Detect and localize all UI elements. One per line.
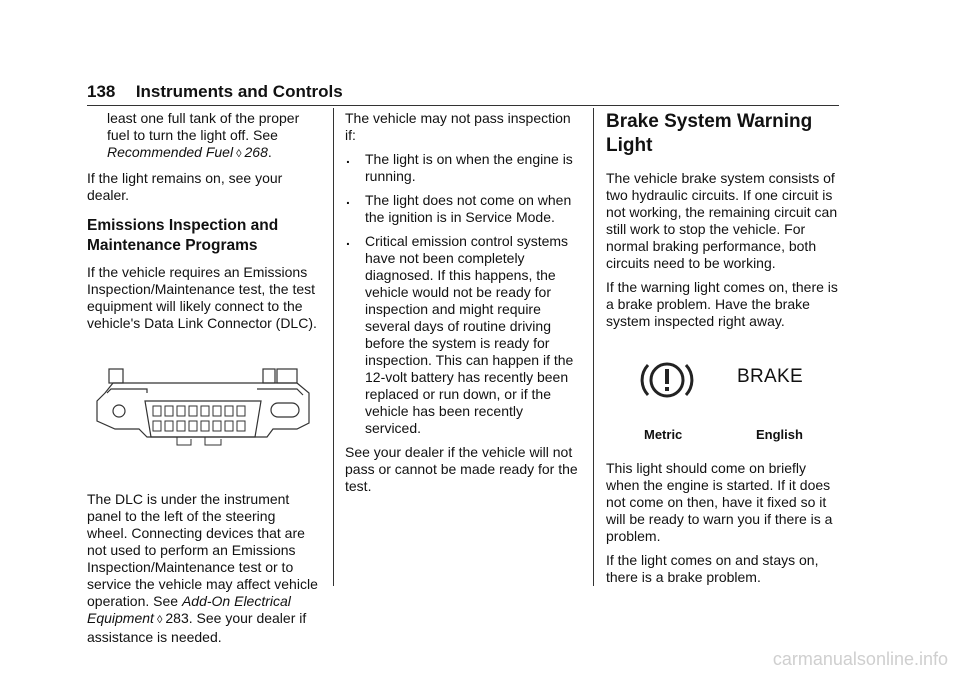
emissions-heading: Emissions Inspection and Maintenance Programs <box>87 217 279 254</box>
column-divider-2 <box>593 108 594 586</box>
list-item-text: Critical emission control systems have not been completely diagnosed. If this happens, the vehicle would not be ready for inspection and might require several days of routine driving before the system is ready for inspection. This can happen if the 12-volt battery has recently been replaced or run down, or if the vehicle has been recently serviced. <box>365 233 574 436</box>
recommended-fuel-link[interactable]: Recommended Fuel <box>107 144 234 160</box>
list-item <box>345 233 581 437</box>
dlc-location-text: The DLC is under the instrument panel to the left of the steering wheel. Connecting devices that are not used to perform an Emissions Inspection/Maintenance test or to service the vehicle may affect vehicle operation. See <box>87 491 318 609</box>
bullet-marker: . <box>346 232 350 248</box>
recommended-fuel-page[interactable]: 268 <box>244 144 268 160</box>
page-header <box>87 82 839 102</box>
inspection-fail-list <box>345 151 581 437</box>
caption-metric: Metric <box>644 427 683 442</box>
brake-text-symbol: BRAKE <box>737 366 803 387</box>
column-3 <box>606 110 841 593</box>
brake-startup-paragraph: This light should come on briefly when the engine is started. If it does not come on then, have it fixed so it will be ready to warn you if there is a problem. <box>606 460 833 544</box>
continued-text: least one full tank of the proper fuel to turn the light off. See <box>107 110 300 143</box>
column-divider-1 <box>333 108 334 586</box>
brake-circuits-paragraph: The vehicle brake system consists of two hydraulic circuits. If one circuit is not working, the remaining circuit can still work to stop the vehicle. For normal braking performance, both circuits need to be working. <box>606 170 838 271</box>
bullet-marker: . <box>346 150 350 166</box>
bullet-marker: . <box>346 191 350 207</box>
caption-english: English <box>756 427 803 442</box>
page-ref-icon: ◊ <box>236 148 242 160</box>
list-item-text: The light is on when the engine is running. <box>365 151 573 184</box>
header-rule <box>87 105 839 106</box>
section-title: Instruments and Controls <box>135 82 343 101</box>
dlc-location-end: . See your dealer if assistance is needed. <box>87 610 307 645</box>
continued-end: . <box>267 144 272 160</box>
brake-warning-heading: Brake System Warning Light <box>606 111 813 156</box>
list-item <box>345 192 581 226</box>
see-dealer-paragraph: See your dealer if the vehicle will not pass or cannot be made ready for the test. <box>345 444 578 494</box>
column-2 <box>345 110 581 502</box>
page-ref-icon: ◊ <box>156 614 163 626</box>
brake-warning-paragraph: If the warning light comes on, there is a brake problem. Have the brake system inspected right away. <box>606 279 838 329</box>
dlc-connector-illustration <box>87 367 319 457</box>
addon-equipment-page[interactable]: 283 <box>165 610 189 626</box>
list-item-text: The light does not come on when the ignition is in Service Mode. <box>365 192 572 225</box>
column-1 <box>87 110 319 653</box>
symbol-captions <box>606 426 841 448</box>
continued-paragraph <box>107 110 319 163</box>
remains-on-paragraph: If the light remains on, see your dealer. <box>87 170 283 203</box>
list-item <box>345 151 581 185</box>
addon-equipment-link[interactable]: Add-On Electrical Equipment <box>87 593 291 626</box>
brake-warning-icon <box>638 356 696 404</box>
brake-symbols <box>606 356 841 426</box>
brake-stays-on-paragraph: If the light comes on and stays on, there is a brake problem. <box>606 552 819 585</box>
emissions-paragraph: If the vehicle requires an Emissions Inspection/Maintenance test, the test equipment will likely connect to the vehicle's Data Link Connector (DLC). <box>87 264 317 331</box>
dlc-location-paragraph <box>87 491 319 646</box>
inspection-intro: The vehicle may not pass inspection if: <box>345 110 571 143</box>
page-number: 138 <box>87 82 116 101</box>
watermark: carmanualsonline.info <box>772 649 948 669</box>
